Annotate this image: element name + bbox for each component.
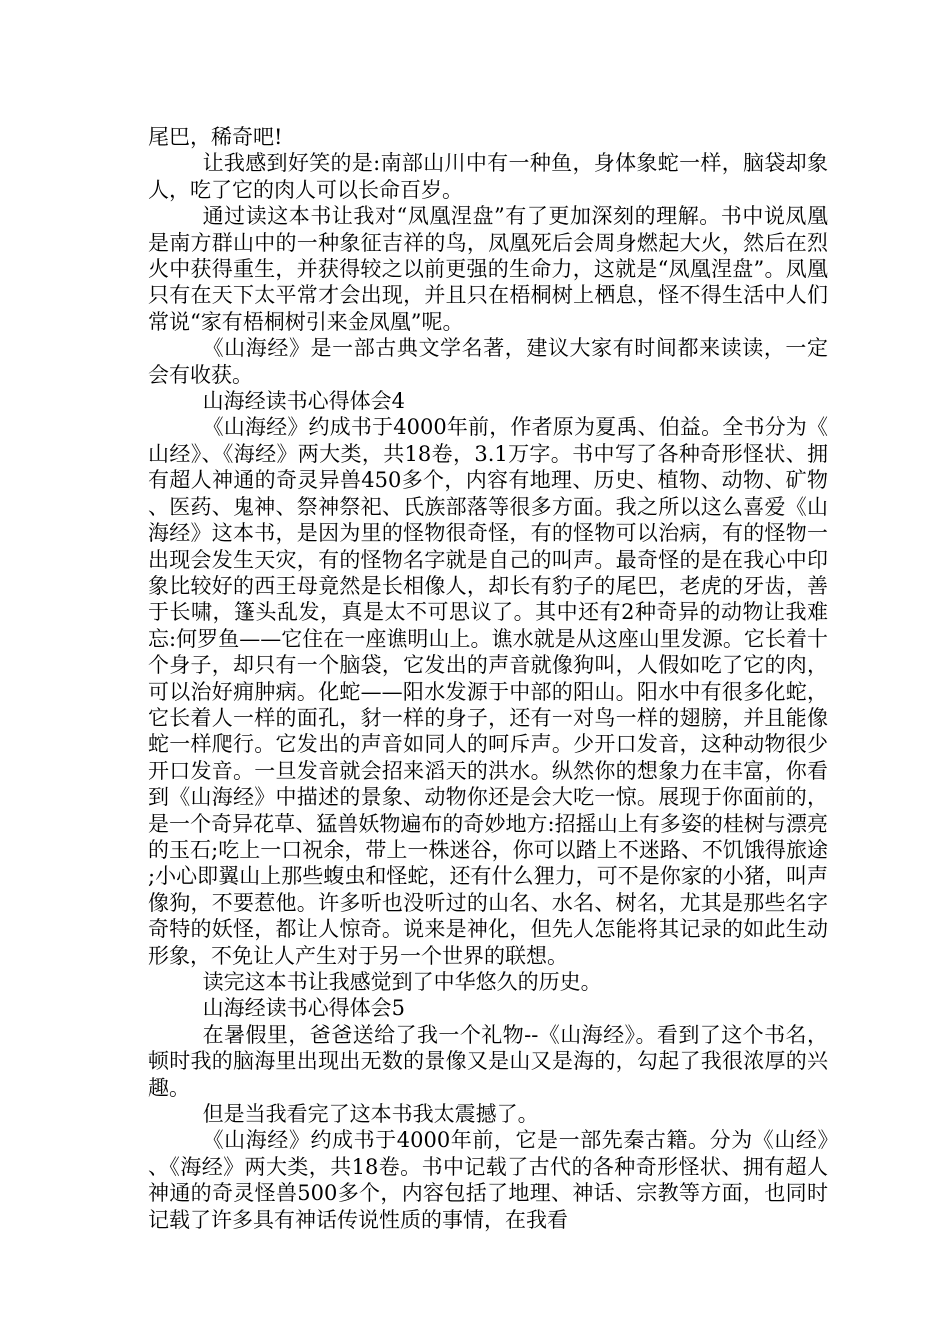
section-heading: 山海经读书心得体会5 (202, 996, 405, 1021)
paragraph: 在暑假里，爸爸送给了我一个礼物--《山海经》。看到了这个书名，顿时我的脑海里出现出无数的景像又是山又是海的，勾起了我很浓厚的兴趣。 (148, 1022, 828, 1100)
paragraph: 通过读这本书让我对“凤凰涅盘”有了更加深刻的理解。书中说凤凰是南方群山中的一种象征吉祥的鸟，凤凰死后会周身燃起大火，然后在烈火中获得重生，并获得较之以前更强的生命力，这就是“凤凰涅盘”。凤凰只有在天下太平常才会出现，并且只在梧桐树上栖息，怪不得生活中人们常说“家有梧桐树引来金凤凰”呢。 (148, 204, 828, 334)
section-heading: 山海经读书心得体会4 (202, 389, 405, 414)
document-body (148, 124, 828, 1233)
paragraph: 但是当我看完了这本书我太震撼了。 (202, 1102, 539, 1127)
paragraph-continuation: 尾巴，稀奇吧! (148, 125, 283, 149)
paragraph: 《山海经》是一部古典文学名著，建议大家有时间都来读读，一定会有收获。 (148, 336, 828, 387)
paragraph: 《山海经》约成书于4000年前，它是一部先秦古籍。分为《山经》、《海经》两大类，共18卷。书中记载了古代的各种奇形怪状、拥有超人神通的奇灵怪兽500多个，内容包括了地理、神话、宗教等方面，也同时记载了许多具有神话传说性质的事情，在我看 (148, 1128, 828, 1232)
paragraph: 让我感到好笑的是:南部山川中有一种鱼，身体象蛇一样，脑袋却象人，吃了它的肉人可以长命百岁。 (148, 151, 828, 202)
paragraph: 《山海经》约成书于4000年前，作者原为夏禹、伯益。全书分为《山经》、《海经》两大类，共18卷，3.1万字。书中写了各种奇形怪状、拥有超人神通的奇灵异兽450多个，内容有地理、历史、植物、动物、矿物、医药、鬼神、祭神祭祀、氏族部落等很多方面。我之所以这么喜爱《山海经》这本书，是因为里的怪物很奇怪，有的怪物可以治病，有的怪物一出现会发生天灾，有的怪物名字就是自己的叫声。最奇怪的是在我心中印象比较好的西王母竟然是长相像人，却长有豹子的尾巴，老虎的牙齿，善于长啸，篷头乱发，真是太不可思议了。其中还有2种奇异的动物让我难忘:何罗鱼——它住在一座谯明山上。谯水就是从这座山里发源。它长着十个身子，却只有一个脑袋，它发出的声音就像狗叫，人假如吃了它的肉，可以治好痈肿病。化蛇——阳水发源于中部的阳山。阳水中有很多化蛇，它长着人一样的面孔，豺一样的身子，还有一对鸟一样的翅膀，并且能像蛇一样爬行。它发出的声音如同人的呵斥声。少开口发音，这种动物很少开口发音。一旦发音就会招来滔天的洪水。纵然你的想象力在丰富，你看到《山海经》中描述的景象、动物你还是会大吃一惊。展现于你面前的，是一个奇异花草、猛兽妖物遍布的奇妙地方:招摇山上有多姿的桂树与漂亮的玉石;吃上一口祝余，带上一株迷谷，你可以踏上不迷路、不饥饿得旅途;小心即翼山上那些蝮虫和怪蛇，还有什么狸力，可不是你家的小猪，叫声像狗，不要惹他。许多听也没听过的山名、水名、树名，尤其是那些名字奇特的妖怪，都让人惊奇。说来是神化，但先人怎能将其记录的如此生动形象，不免让人产生对于另一个世界的联想。 (148, 415, 828, 968)
paragraph: 读完这本书让我感觉到了中华悠久的历史。 (202, 970, 602, 994)
